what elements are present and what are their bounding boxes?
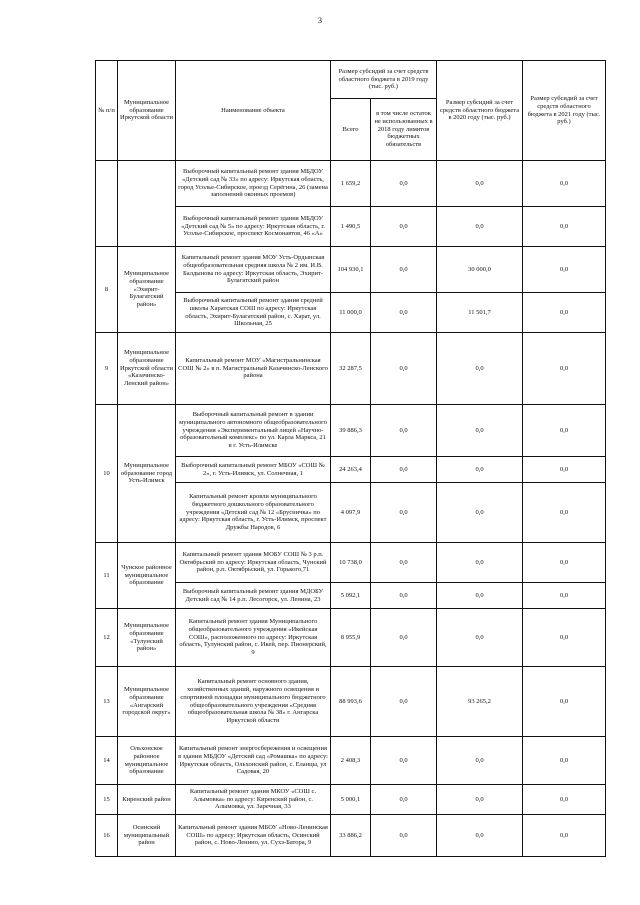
row-municipality: Киренский район [118,785,176,815]
row-object: Выборочный капитальный ремонт здания МДОБУ Детский сад № 14 р.п. Лесогорск, ул. Ленина, 23 [176,583,331,609]
row-object: Капитальный ремонт здания МОБУ СОШ № 3 р.п. Октябрьский по адресу: Иркутская область, Чунский район, р.п. Октябрьский, ул. Горького,71 [176,543,331,583]
row-object: Капитальный ремонт кровли муниципального бюджетного дошкольного образовательного учреждения «Детский сад № 12 «Брусничка» по адресу: Иркутская область, г. Усть-Илимск, проспект Дружбы Народов, 6 [176,483,331,543]
row-municipality: Муниципальное образование Иркутской области «Казачинско-Ленский район» [118,333,176,405]
row-2021: 0,0 [523,405,606,457]
header-2021: Размер субсидий за счет средств областного бюджета в 2021 году (тыс. руб.) [523,61,606,161]
row-num: 15 [96,785,118,815]
row-num [96,161,118,247]
row-2021: 0,0 [523,483,606,543]
row-remainder: 0,0 [371,785,437,815]
row-remainder: 0,0 [371,609,437,667]
row-2021: 0,0 [523,333,606,405]
row-2021: 0,0 [523,583,606,609]
row-object: Выборочный капитальный ремонт здания средней школы Харатская СОШ по адресу: Иркутская область, Эхирит-Булагатский район, с. Харат, ул. Школьная, 25 [176,293,331,333]
row-2021: 0,0 [523,815,606,857]
row-num: 13 [96,667,118,737]
row-object: Капитальный ремонт основного здания, хозяйственных зданий, наружного освещения и спортивной площадки муниципального бюджетного общеобразовательного учреждения «Средняя общеобразовательная школа № 38» г. Ангарска Иркутской области [176,667,331,737]
table-row [96,815,606,857]
row-num: 9 [96,333,118,405]
row-remainder: 0,0 [371,293,437,333]
row-total: 10 738,0 [331,543,371,583]
header-municipality: Муниципальное образование Иркутской области [118,61,176,161]
row-remainder: 0,0 [371,583,437,609]
row-total: 1 490,5 [331,207,371,247]
row-object: Выборочный капитальный ремонт в здании муниципального автономного общеобразовательного учреждения «Экспериментальный лицей «Научно-образовательный комплекс» по ул. Карла Маркса, 21 в г. Усть-Илимске [176,405,331,457]
row-total: 4 097,9 [331,483,371,543]
table-row [96,333,606,405]
row-remainder: 0,0 [371,667,437,737]
row-total: 1 659,2 [331,161,371,207]
table-row [96,161,606,207]
row-object: Капитальный ремонт здания МОУ Усть-Ордынская общеобразовательная средняя школа № 2 им. И.В. Балдынова по адресу: Иркутская область, Эхирит-Булагатский район [176,247,331,293]
row-num: 16 [96,815,118,857]
row-2021: 0,0 [523,667,606,737]
row-2020: 11 501,7 [437,293,523,333]
header-remainder-2018: в том числе остаток не использованных в 2018 году лимитов бюджетных обязательств [371,99,437,161]
row-2020: 0,0 [437,483,523,543]
row-object: Выборочный капитальный ремонт здания МБДОУ «Детский сад № 33» по адресу: Иркутская область, город Усолье-Сибирское, проезд Серёгина, 26 (замена заполнений оконных проемов) [176,161,331,207]
row-2021: 0,0 [523,293,606,333]
row-object: Выборочный капитальный ремонт МБОУ «СОШ № 2», г. Усть-Илимск, ул. Солнечная, 1 [176,457,331,483]
row-total: 32 287,5 [331,333,371,405]
table-row [96,247,606,293]
subsidies-table [95,60,606,857]
row-object: Капитальный ремонт здания МБОУ «Ново-Ленинская СОШ» по адресу: Иркутская область, Осинский район, с. Ново-Ленино, ул. Сухэ-Батора, 9 [176,815,331,857]
row-2021: 0,0 [523,785,606,815]
row-2020: 0,0 [437,583,523,609]
row-total: 24 263,4 [331,457,371,483]
row-remainder: 0,0 [371,737,437,785]
row-remainder: 0,0 [371,161,437,207]
table-row [96,785,606,815]
row-object: Капитальный ремонт здания МКОУ «СОШ с. Алымовка» по адресу: Киренский район, с. Алымовка, ул. Заречная, 33 [176,785,331,815]
row-num: 14 [96,737,118,785]
header-2019: Размер субсидий за счет средств областного бюджета в 2019 году (тыс. руб.) [331,61,437,99]
row-object: Выборочный капитальный ремонт здания МБДОУ «Детский сад № 5» по адресу: Иркутская область, г. Усолье-Сибирское, проспект Космонавтов, 46 «А» [176,207,331,247]
row-2020: 30 000,0 [437,247,523,293]
row-total: 8 955,9 [331,609,371,667]
page-number: 3 [318,16,322,25]
row-object: Капитальный ремонт энергосбережения и освещения в здании МБДОУ «Детский сад «Ромашка» по адресу: Иркутская область, Ольхонский район, с. Еланцы, ул Садовая, 20 [176,737,331,785]
row-2020: 0,0 [437,333,523,405]
row-total: 5 000,1 [331,785,371,815]
row-municipality: Муниципальное образование «Тулунский район» [118,609,176,667]
row-remainder: 0,0 [371,543,437,583]
row-remainder: 0,0 [371,207,437,247]
row-municipality: Чунское районное муниципальное образование [118,543,176,609]
header-2020: Размер субсидий за счет средств областного бюджета в 2020 году (тыс. руб.) [437,61,523,161]
table-row [96,737,606,785]
row-object: Капитальный ремонт здания Муниципального общеобразовательного учреждения «Икейская СОШ», расположенного по адресу: Иркутская область, Тулунский район, с. Икей, пер. Пионерский, 9 [176,609,331,667]
row-remainder: 0,0 [371,247,437,293]
row-2021: 0,0 [523,609,606,667]
row-2020: 0,0 [437,543,523,583]
row-remainder: 0,0 [371,483,437,543]
row-2020: 0,0 [437,785,523,815]
row-2020: 0,0 [437,207,523,247]
row-municipality: Муниципальное образование «Эхирит-Булагатский район» [118,247,176,333]
row-remainder: 0,0 [371,457,437,483]
row-2020: 0,0 [437,405,523,457]
row-municipality: Ольхонское районное муниципальное образование [118,737,176,785]
row-num: 10 [96,405,118,543]
row-remainder: 0,0 [371,815,437,857]
table-row [96,609,606,667]
row-2021: 0,0 [523,161,606,207]
row-municipality: Муниципальное образование город Усть-Илимск [118,405,176,543]
row-municipality: Осинский муниципальный район [118,815,176,857]
row-municipality [118,161,176,247]
row-2020: 0,0 [437,815,523,857]
row-total: 104 930,1 [331,247,371,293]
header-total: Всего [331,99,371,161]
row-num: 11 [96,543,118,609]
row-municipality: Муниципальное образование «Ангарский городской округ» [118,667,176,737]
row-num: 12 [96,609,118,667]
row-2020: 0,0 [437,737,523,785]
row-2020: 93 265,2 [437,667,523,737]
table-row [96,667,606,737]
row-2021: 0,0 [523,457,606,483]
row-object: Капитальный ремонт МОУ «Магистральнинская СОШ № 2» в п. Магистральный Казачинско-Ленского района [176,333,331,405]
row-total: 33 886,2 [331,815,371,857]
row-2020: 0,0 [437,609,523,667]
row-total: 5 092,1 [331,583,371,609]
row-2020: 0,0 [437,457,523,483]
row-total: 2 408,3 [331,737,371,785]
row-total: 11 000,0 [331,293,371,333]
row-2020: 0,0 [437,161,523,207]
row-2021: 0,0 [523,543,606,583]
header-object: Наименование объекта [176,61,331,161]
table-row [96,543,606,583]
row-remainder: 0,0 [371,405,437,457]
row-num: 8 [96,247,118,333]
row-total: 88 993,6 [331,667,371,737]
table-row [96,405,606,457]
row-2021: 0,0 [523,737,606,785]
header-num: № п/п [96,61,118,161]
row-2021: 0,0 [523,207,606,247]
row-remainder: 0,0 [371,333,437,405]
row-total: 39 886,3 [331,405,371,457]
row-2021: 0,0 [523,247,606,293]
